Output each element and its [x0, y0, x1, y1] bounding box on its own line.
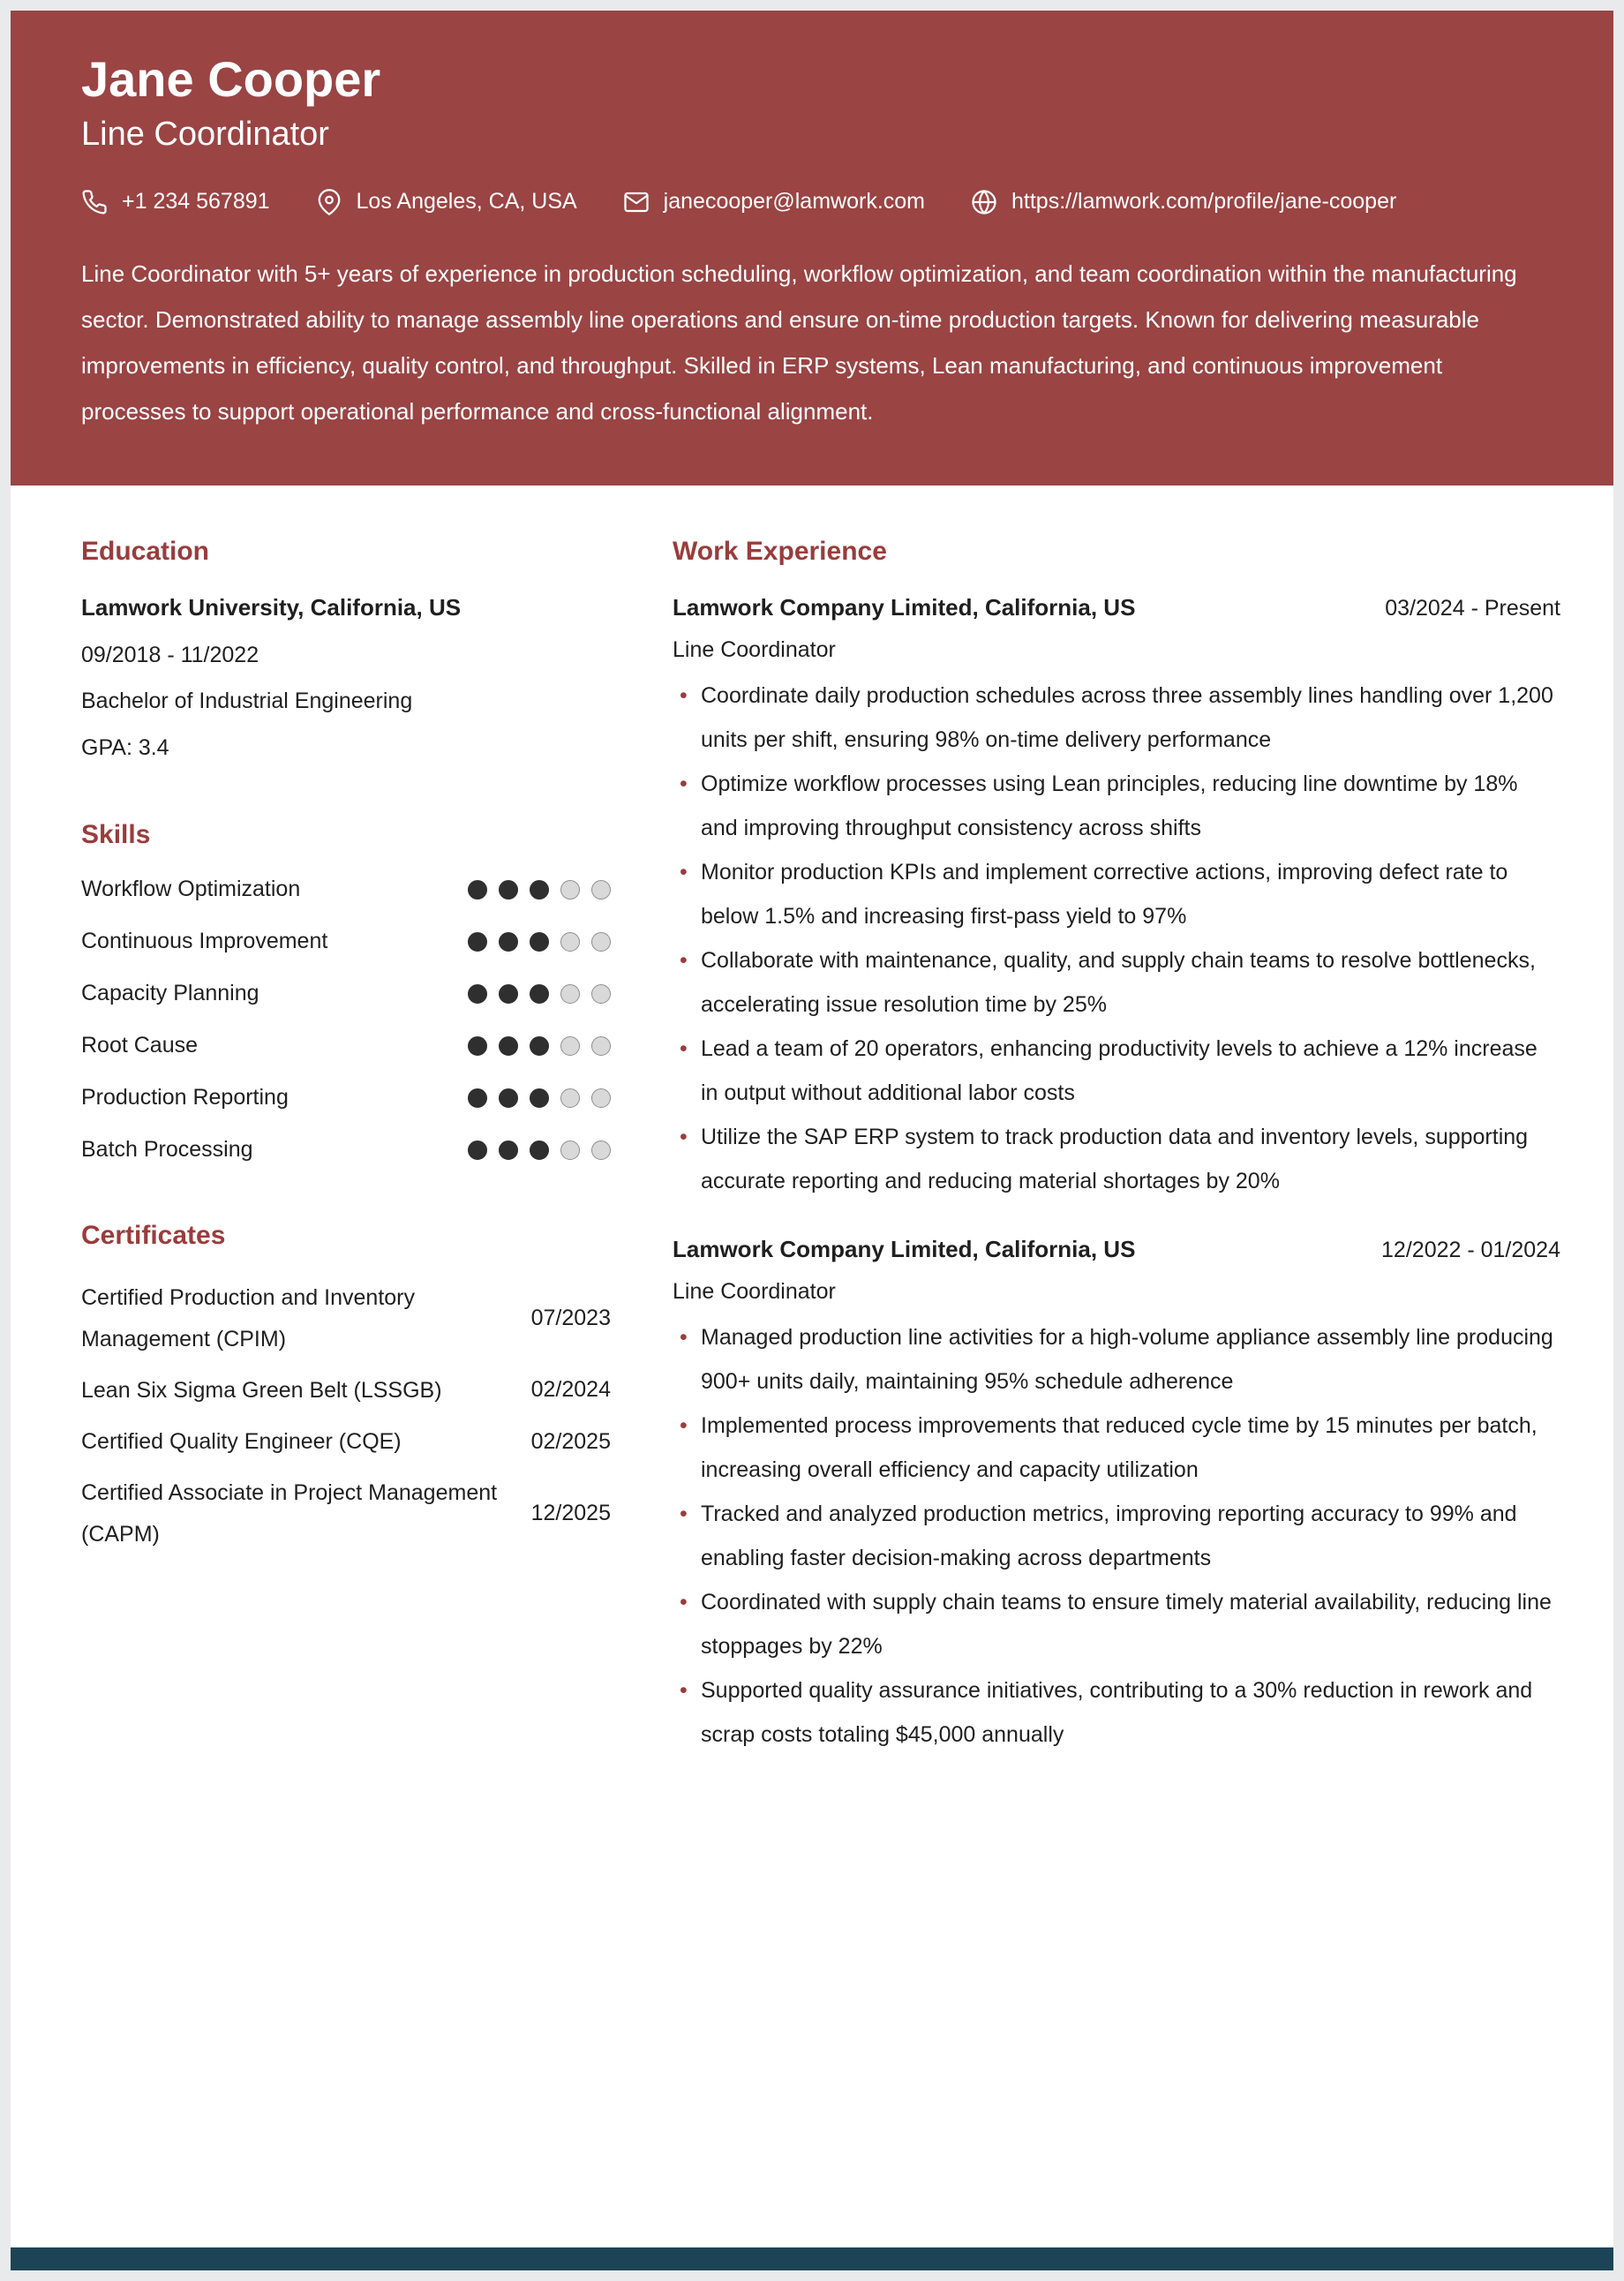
- skill-rating: [468, 1036, 611, 1056]
- skill-dot-empty: [560, 880, 580, 900]
- skill-dot-empty: [560, 984, 580, 1004]
- skill-dot-empty: [591, 1140, 611, 1160]
- job-header: [673, 593, 1560, 623]
- contact-phone[interactable]: [81, 189, 270, 215]
- job-company: Lamwork Company Limited, California, US: [673, 593, 1136, 621]
- job-entry: [673, 593, 1560, 1203]
- job-bullet: • Utilize the SAP ERP system to track production data and inventory levels, supporting accurate reporting and reducing material shortages by 20%: [673, 1115, 1560, 1203]
- skill-row: [81, 1085, 611, 1110]
- skill-dot-filled: [499, 1036, 518, 1056]
- experience-heading: Work Experience: [673, 536, 887, 566]
- skill-rating: [468, 1088, 611, 1108]
- certificate-date: 02/2024: [530, 1377, 611, 1403]
- skill-dot-filled: [530, 1140, 549, 1160]
- resume-card: [11, 11, 1613, 2270]
- footer-bar: [11, 2247, 1613, 2270]
- job-bullet: • Implemented process improvements that reduced cycle time by 15 minutes per batch, increasing overall efficiency and capacity utilization: [673, 1404, 1560, 1492]
- skill-row: [81, 1033, 611, 1058]
- job-bullets: [673, 1315, 1560, 1757]
- skill-dot-filled: [468, 932, 487, 952]
- job-bullet: • Tracked and analyzed production metrics, improving reporting accuracy to 99% and enabling faster decision-making across departments: [673, 1492, 1560, 1580]
- skill-dot-empty: [560, 1088, 580, 1108]
- job-header: [673, 1235, 1560, 1265]
- contact-phone-text: +1 234 567891: [122, 189, 270, 215]
- education-degree: Bachelor of Industrial Engineering: [81, 689, 413, 714]
- skill-dot-filled: [499, 1140, 518, 1160]
- skill-dot-empty: [560, 932, 580, 952]
- skill-dot-filled: [468, 1088, 487, 1108]
- certificate-item: [81, 1370, 611, 1411]
- skill-row: [81, 981, 611, 1006]
- certificate-date: 02/2025: [530, 1428, 611, 1454]
- job-bullet: • Coordinate daily production schedules across three assembly lines handling over 1,200 units per shift, ensuring 98% on-time delivery performance: [673, 674, 1560, 762]
- skill-label: Batch Processing: [81, 1137, 253, 1163]
- skill-dot-filled: [468, 880, 487, 900]
- contact-row: [81, 189, 1543, 215]
- skill-dot-empty: [560, 1036, 580, 1056]
- skill-dot-empty: [560, 1140, 580, 1160]
- skill-rating: [468, 880, 611, 900]
- skill-label: Production Reporting: [81, 1085, 289, 1110]
- skill-dot-filled: [468, 1036, 487, 1056]
- skill-label: Workflow Optimization: [81, 877, 301, 902]
- certificate-name: Certified Quality Engineer (CQE): [81, 1429, 402, 1455]
- job-bullets: [673, 674, 1560, 1203]
- header: [11, 11, 1613, 486]
- job-bullet: • Optimize workflow processes using Lean principles, reducing line downtime by 18% and improving throughput consistency across shifts: [673, 762, 1560, 850]
- job-bullet: • Lead a team of 20 operators, enhancing productivity levels to achieve a 12% increase in output without additional labor costs: [673, 1027, 1560, 1115]
- professional-summary: Line Coordinator with 5+ years of experience in production scheduling, workflow optimization, and team coordination within the manufacturing sector. Demonstrated ability to manage assembly line operations and ensure on-time production targets. Known for delivering measurable improvements in efficiency, quality control, and throughput. Skilled in ERP systems, Lean manufacturing, and continuous improvement processes to support operational performance and cross-functional alignment.: [81, 260, 1517, 425]
- skill-dot-filled: [530, 1036, 549, 1056]
- skill-dot-filled: [499, 1088, 518, 1108]
- globe-icon: [971, 189, 997, 215]
- job-bullet: • Supported quality assurance initiatives, contributing to a 30% reduction in rework and scrap costs totaling $45,000 annually: [673, 1668, 1560, 1757]
- skill-rating: [468, 1140, 611, 1160]
- certificate-name: Certified Production and Inventory Management (CPIM): [81, 1285, 415, 1351]
- certificate-item: [81, 1421, 611, 1462]
- contact-location: [316, 189, 577, 215]
- contact-location-text: Los Angeles, CA, USA: [356, 189, 577, 215]
- certificates-section: [81, 1221, 611, 1555]
- job-entry: [673, 1235, 1560, 1757]
- skill-dot-filled: [530, 880, 549, 900]
- email-icon: [623, 189, 650, 215]
- contact-website-text: https://lamwork.com/profile/jane-cooper: [1011, 189, 1397, 215]
- job-bullet: • Coordinated with supply chain teams to ensure timely material availability, reducing line stoppages by 22%: [673, 1580, 1560, 1668]
- job-role: Line Coordinator: [673, 1278, 836, 1304]
- skill-label: Root Cause: [81, 1033, 199, 1058]
- education-item: [81, 593, 611, 762]
- contact-email[interactable]: [623, 189, 925, 215]
- job-bullet: • Managed production line activities for a high-volume appliance assembly line producing 900+ units daily, maintaining 95% schedule adherence: [673, 1315, 1560, 1404]
- education-gpa: GPA: 3.4: [81, 734, 169, 760]
- certificate-date: 07/2023: [530, 1306, 611, 1331]
- skill-rating: [468, 932, 611, 952]
- education-heading: Education: [81, 536, 210, 566]
- education-dates: 09/2018 - 11/2022: [81, 642, 259, 667]
- resume-body: [11, 486, 1613, 2247]
- location-icon: [316, 189, 342, 215]
- skill-dot-filled: [530, 932, 549, 952]
- skill-dot-filled: [468, 984, 487, 1004]
- phone-icon: [81, 189, 108, 215]
- certificate-name: Lean Six Sigma Green Belt (LSSGB): [81, 1377, 442, 1403]
- skill-label: Capacity Planning: [81, 981, 259, 1006]
- skill-dot-filled: [499, 932, 518, 952]
- skill-dot-empty: [591, 932, 611, 952]
- job-dates: 12/2022 - 01/2024: [1381, 1237, 1560, 1262]
- job-dates: 03/2024 - Present: [1385, 595, 1560, 621]
- person-job-title: Line Coordinator: [81, 116, 329, 154]
- skill-dot-filled: [499, 880, 518, 900]
- certificate-name: Certified Associate in Project Management (CAPM): [81, 1480, 498, 1547]
- skill-dot-empty: [591, 1036, 611, 1056]
- skill-label: Continuous Improvement: [81, 929, 328, 954]
- skill-dot-empty: [591, 984, 611, 1004]
- job-role: Line Coordinator: [673, 636, 836, 662]
- certificate-item: [81, 1472, 611, 1555]
- skill-dot-empty: [591, 880, 611, 900]
- job-bullet: • Monitor production KPIs and implement corrective actions, improving defect rate to below 1.5% and increasing first-pass yield to 97%: [673, 850, 1560, 938]
- skill-dot-filled: [468, 1140, 487, 1160]
- skill-dot-filled: [530, 1088, 549, 1108]
- skill-row: [81, 877, 611, 902]
- skill-row: [81, 1137, 611, 1163]
- job-bullet: • Collaborate with maintenance, quality, and supply chain teams to resolve bottlenecks, accelerating issue resolution time by 25%: [673, 938, 1560, 1027]
- skill-dot-empty: [591, 1088, 611, 1108]
- job-company: Lamwork Company Limited, California, US: [673, 1235, 1136, 1262]
- education-school: Lamwork University, California, US: [81, 593, 462, 621]
- skill-dot-filled: [530, 984, 549, 1004]
- skills-section: [81, 820, 611, 1163]
- education-section: [81, 537, 611, 762]
- skills-heading: Skills: [81, 820, 151, 850]
- certificate-date: 12/2025: [530, 1501, 611, 1526]
- certificates-heading: Certificates: [81, 1221, 226, 1251]
- experience-section: [673, 537, 1560, 1757]
- contact-email-text: janecooper@lamwork.com: [663, 189, 925, 215]
- contact-website[interactable]: [971, 189, 1396, 215]
- certificate-item: [81, 1277, 611, 1359]
- person-name: Jane Cooper: [81, 51, 381, 107]
- left-column: [81, 537, 611, 2212]
- skill-rating: [468, 984, 611, 1004]
- skill-dot-filled: [499, 984, 518, 1004]
- right-column: [673, 537, 1560, 2212]
- skill-row: [81, 929, 611, 954]
